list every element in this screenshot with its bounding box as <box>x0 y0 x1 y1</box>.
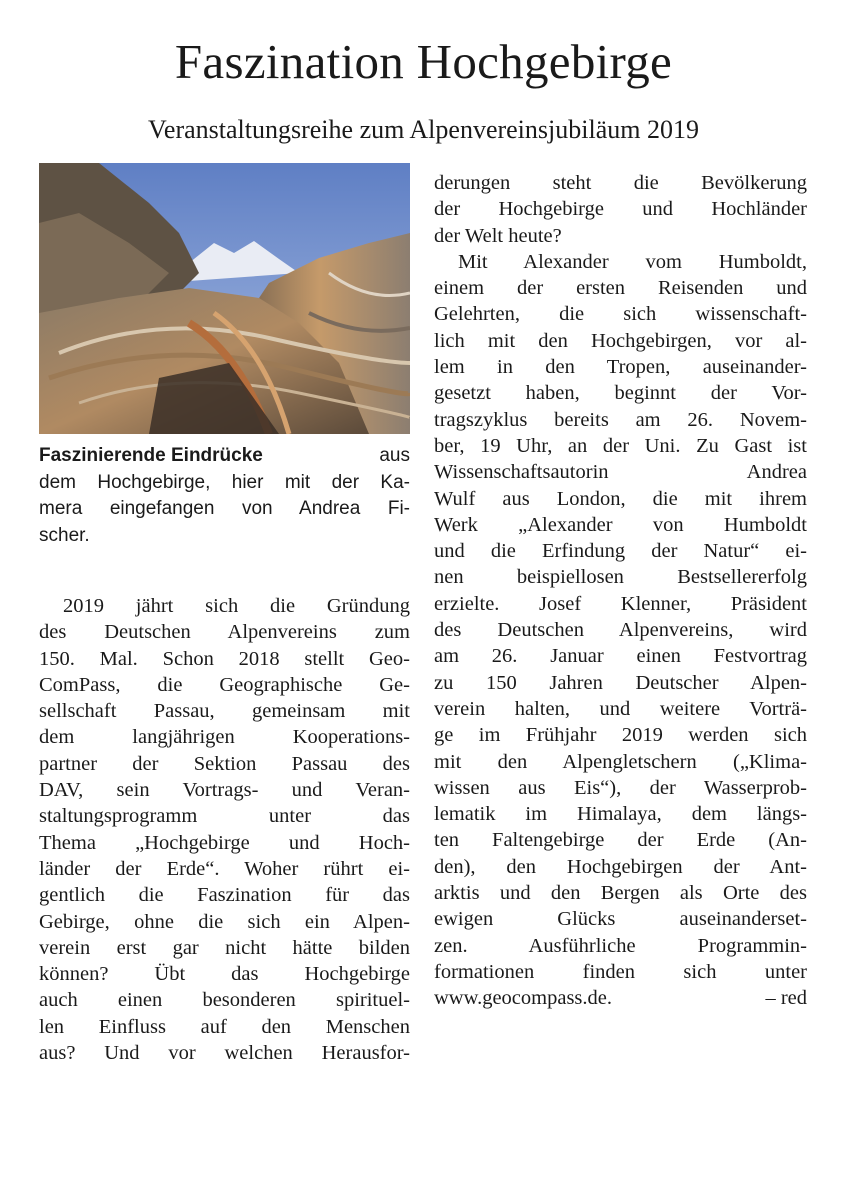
headline: Faszination Hochgebirge <box>174 34 673 89</box>
body-line: des Deutschen Alpenvereins zum <box>39 621 410 644</box>
body-line: Werk „Alexander von Humboldt <box>434 513 807 536</box>
body-line: lich mit den Hochgebirgen, vor al- <box>434 329 807 352</box>
caption-line: scher. <box>39 524 90 546</box>
body-line: len Einfluss auf den Menschen <box>39 1015 410 1038</box>
body-line: zen. Ausführliche Programmin- <box>434 934 807 957</box>
body-line: arktis und den Bergen als Orte des <box>434 882 807 905</box>
body-line: formationen finden sich unter <box>434 960 807 983</box>
body-line: staltungsprogramm unter das <box>39 805 410 828</box>
closing-line <box>434 985 807 1011</box>
column-left <box>39 593 410 1066</box>
body-line: Gelehrten, die sich wissenschaft- <box>434 303 807 326</box>
body-line: auch einen besonderen spirituel- <box>39 989 410 1012</box>
body-line: ge im Frühjahr 2019 werden sich <box>434 724 807 747</box>
caption-bold: Faszinierende Eindrücke <box>39 445 263 466</box>
body-line: verein erst gar nicht hätte bilden <box>39 936 410 959</box>
body-line: partner der Sektion Passau des <box>39 752 410 775</box>
body-line: der Hochgebirge und Hochländer <box>434 198 807 221</box>
body-line: gentlich die Faszination für das <box>39 884 410 907</box>
body-line: nen beispiellosen Bestsellererfolg <box>434 566 807 589</box>
body-line: lematik im Himalaya, dem längs- <box>434 803 807 826</box>
caption-line: dem Hochgebirge, hier mit der Ka- <box>39 471 410 493</box>
author-signature: – red <box>765 987 807 1010</box>
body-line: ber, 19 Uhr, an der Uni. Zu Gast ist <box>434 434 807 457</box>
body-line: der Welt heute? <box>434 224 562 247</box>
body-line: ewigen Glücks auseinanderset- <box>434 908 807 931</box>
website-url: www.geocompass.de. <box>434 987 613 1010</box>
body-line: 150. Mal. Schon 2018 stellt Geo- <box>39 647 410 670</box>
body-line: erzielte. Josef Klenner, Präsident <box>434 592 807 615</box>
body-line: wissen aus Eis“), der Wasserprob- <box>434 776 807 799</box>
body-line: dem langjährigen Kooperations- <box>39 726 410 749</box>
column-right <box>434 170 807 1012</box>
body-line: mit den Alpengletschern („Klima- <box>434 750 807 773</box>
body-line: verein halten, und weitere Vorträ- <box>434 697 807 720</box>
body-line: derungen steht die Bevölkerung <box>434 172 807 194</box>
body-line: Gebirge, ohne die sich ein Alpen- <box>39 910 410 933</box>
photo-caption <box>39 443 410 549</box>
body-line: tragszyklus bereits am 26. Novem- <box>434 408 807 431</box>
body-line: gesetzt haben, beginnt der Vor- <box>434 382 807 405</box>
body-line: aus? Und vor welchen Herausfor- <box>39 1042 410 1065</box>
body-line: ComPass, die Geographische Ge- <box>39 673 410 696</box>
body-line: DAV, sein Vortrags- und Veran- <box>39 779 410 802</box>
body-line: des Deutschen Alpenvereins, wird <box>434 619 807 642</box>
caption-line: mera eingefangen von Andrea Fi- <box>39 498 410 519</box>
body-line: am 26. Januar einen Festvortrag <box>434 645 807 668</box>
body-line: Wulf aus London, die mit ihrem <box>434 487 807 510</box>
body-line: zu 150 Jahren Deutscher Alpen- <box>434 671 807 694</box>
body-line: Thema „Hochgebirge und Hoch- <box>39 831 410 854</box>
body-line: länder der Erde“. Woher rührt ei- <box>39 857 410 880</box>
body-line: ten Faltengebirge der Erde (An- <box>434 829 807 852</box>
body-line: 2019 jährt sich die Gründung <box>63 595 410 617</box>
body-line: und die Erfindung der Natur“ ei- <box>434 540 807 563</box>
body-line: lem in den Tropen, auseinander- <box>434 356 807 379</box>
body-line: Mit Alexander vom Humboldt, <box>458 250 807 273</box>
caption-line: aus <box>379 445 410 466</box>
subheadline: Veranstaltungsreihe zum Alpenvereinsjubiläum 2019 <box>148 115 699 144</box>
body-line: einem der ersten Reisenden und <box>434 277 807 300</box>
body-line: den), den Hochgebirgen der Ant- <box>434 855 807 878</box>
body-line: können? Übt das Hochgebirge <box>39 963 410 986</box>
mountain-photo <box>39 163 410 434</box>
body-line: Wissenschaftsautorin Andrea <box>434 461 807 484</box>
body-line: sellschaft Passau, gemeinsam mit <box>39 700 410 723</box>
